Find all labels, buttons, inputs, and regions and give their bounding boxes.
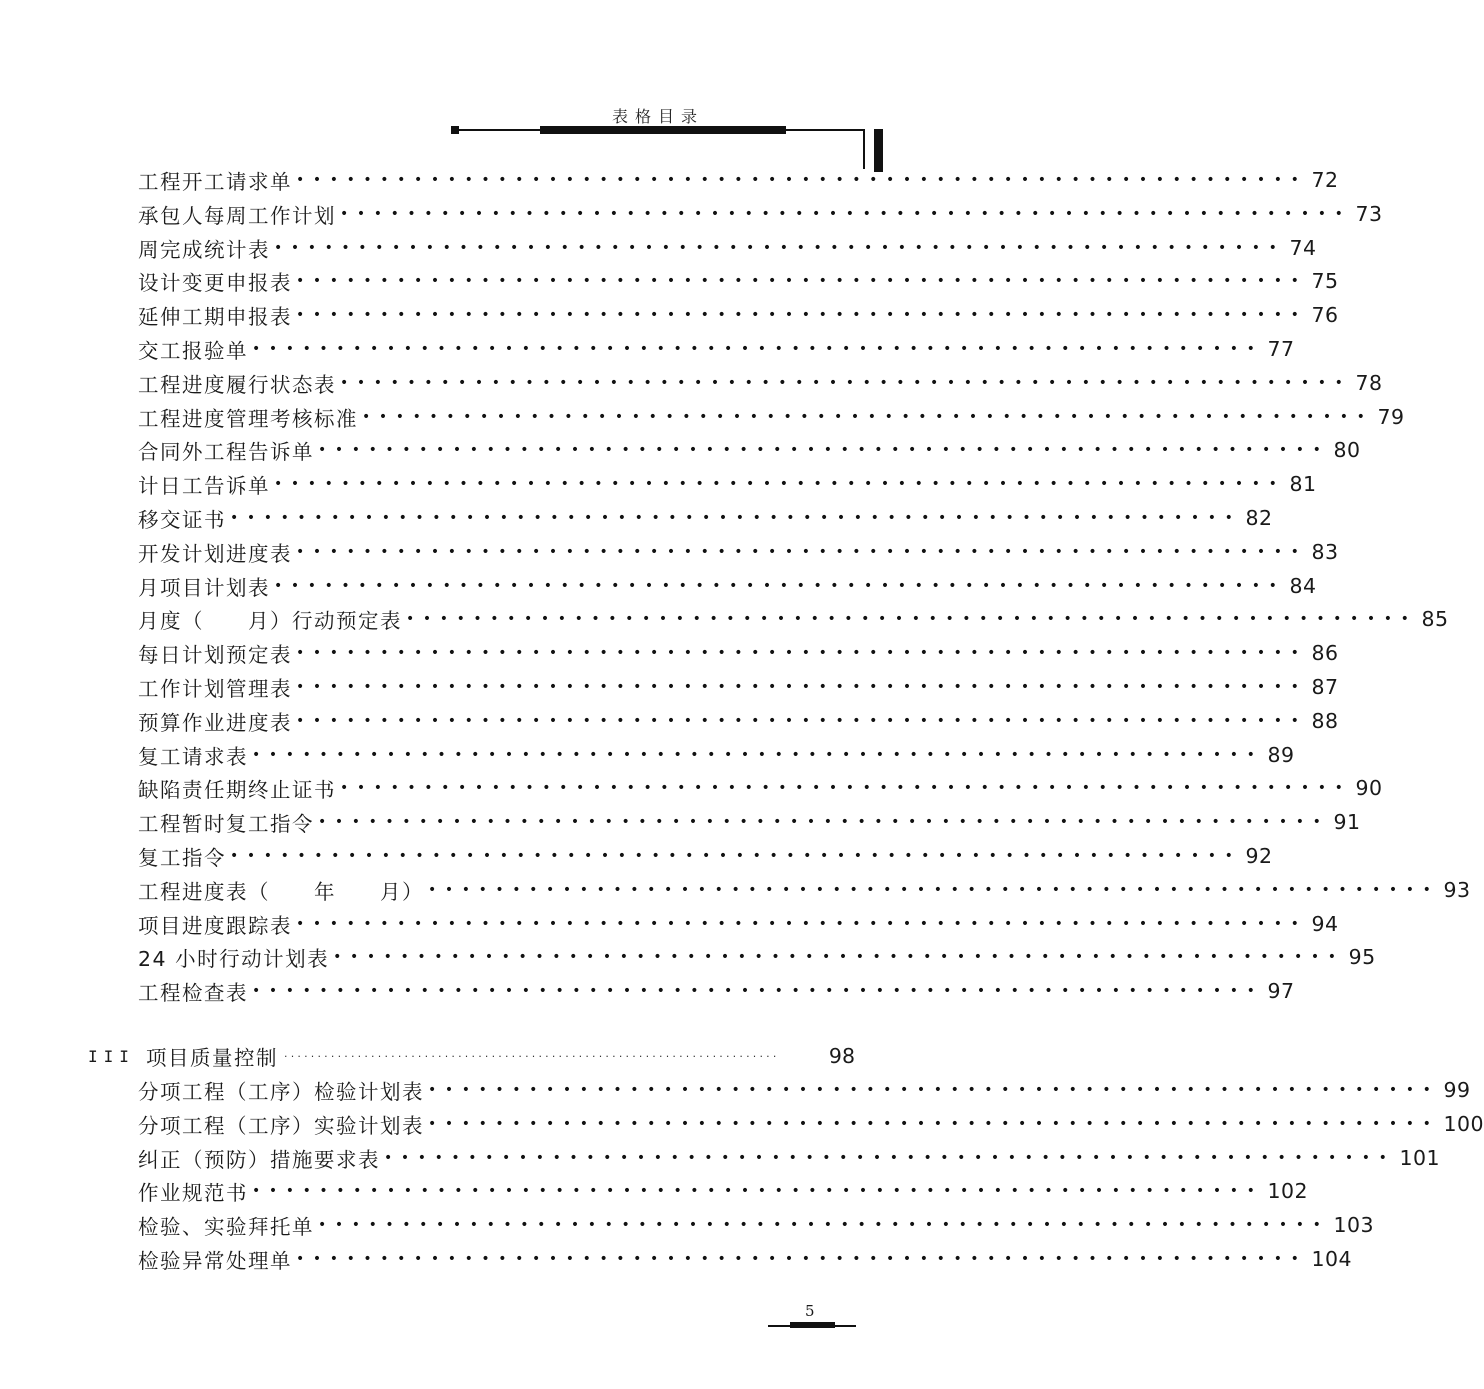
- dot-leader: ••••••••••••••••••••••••••••••••••••••••••••••••••••••••••••: [384, 1149, 1396, 1166]
- header-rule-end-mark: [451, 126, 459, 134]
- dot-leader: ••••••••••••••••••••••••••••••••••••••••••••••••••••••••••••: [406, 611, 1418, 628]
- toc-entry-page: 87: [1311, 675, 1339, 699]
- dot-leader: ••••••••••••••••••••••••••••••••••••••••••••••••••••••••••••: [428, 1115, 1440, 1132]
- toc-entry-title: 月项目计划表: [138, 575, 270, 600]
- toc-entry-title: 预算作业进度表: [138, 710, 292, 735]
- toc-entry[interactable]: [138, 740, 1295, 770]
- toc-entry-title: 24 小时行动计划表: [138, 947, 330, 972]
- toc-entry-title: 延伸工期申报表: [138, 305, 292, 330]
- toc-entry[interactable]: [138, 266, 1339, 296]
- toc-entry[interactable]: [138, 807, 1361, 837]
- toc-entry-title: 计日工告诉单: [138, 474, 270, 499]
- toc-entry-page: 93: [1443, 877, 1471, 902]
- footer-rule-thick: [790, 1322, 835, 1328]
- toc-entry[interactable]: [138, 571, 1317, 601]
- dot-leader: ••••••••••••••••••••••••••••••••••••••••••••••••••••••••••••: [333, 949, 1345, 966]
- dot-leader: ••••••••••••••••••••••••••••••••••••••••••••••••••••••••••••: [296, 543, 1308, 560]
- toc-entry-page: 97: [1267, 979, 1295, 1004]
- toc-entry[interactable]: [138, 1244, 1353, 1274]
- dot-leader: ••••••••••••••••••••••••••••••••••••••••••••••••••••••••••••: [296, 307, 1308, 324]
- toc-entry-title: 工程暂时复工指令: [138, 812, 314, 837]
- dot-leader: ••••••••••••••••••••••••••••••••••••••••••••••••••••••••••••: [230, 848, 1242, 864]
- dot-leader: ••••••••••••••••••••••••••••••••••••••••••••••••••••••••••••: [296, 679, 1308, 695]
- toc-entry-title: 月度（ 月）行动预定表: [138, 609, 402, 634]
- dot-leader: ••••••••••••••••••••••••••••••••••••••••••••••••••••••••••••: [274, 476, 1286, 493]
- toc-entry-page: 103: [1333, 1213, 1375, 1238]
- toc-entry-page: 85: [1421, 607, 1449, 632]
- toc-entry-title: 工程进度履行状态表: [138, 372, 336, 397]
- dot-leader: ••••••••••••••••••••••••••••••••••••••••••••••••••••••••••••: [428, 1082, 1440, 1098]
- toc-entry-title: 工程开工请求单: [138, 170, 292, 194]
- section-heading[interactable]: [88, 1041, 855, 1071]
- toc-entry-title: 复工指令: [138, 846, 226, 870]
- toc-entry-title: 缺陷责任期终止证书: [138, 778, 336, 803]
- toc-entry-page: 80: [1333, 438, 1361, 463]
- toc-entry-page: 102: [1267, 1179, 1309, 1204]
- toc-entry[interactable]: [138, 368, 1383, 398]
- dot-leader: ••••••••••••••••••••••••••••••••••••••••••••••••••••••••••••: [252, 341, 1264, 357]
- dot-leader: ••••••••••••••••••••••••••••••••••••••••••••••••••••••••••••: [252, 1183, 1264, 1200]
- toc-entry[interactable]: [138, 976, 1295, 1006]
- toc-entry-page: 94: [1311, 911, 1339, 936]
- toc-entry[interactable]: [138, 1075, 1471, 1105]
- toc-entry-page: 92: [1245, 844, 1273, 868]
- toc-entry-title: 作业规范书: [138, 1181, 248, 1206]
- toc-entry-page: 89: [1267, 742, 1295, 767]
- toc-entry[interactable]: [138, 300, 1339, 330]
- dot-leader: ••••••••••••••••••••••••••••••••••••••••••••••••••••••••••••: [296, 273, 1308, 290]
- header-rule-thick: [540, 126, 786, 134]
- dot-leader: ••••••••••••••••••••••••••••••••••••••••••••••••••••••••••••: [362, 408, 1374, 425]
- toc-entry-page: 104: [1311, 1247, 1353, 1271]
- toc-entry-page: 83: [1311, 539, 1339, 564]
- toc-entry-page: 78: [1355, 370, 1383, 395]
- toc-entry-page: 95: [1348, 945, 1376, 970]
- toc-entry-page: 84: [1289, 573, 1317, 598]
- toc-entry-page: 100: [1443, 1111, 1484, 1136]
- toc-entry[interactable]: [138, 1109, 1484, 1139]
- toc-entry[interactable]: [138, 537, 1339, 567]
- toc-entry[interactable]: [138, 672, 1339, 702]
- toc-entry-title: 检验异常处理单: [138, 1249, 292, 1273]
- dot-leader: ••••••••••••••••••••••••••••••••••••••••••••••••••••••••••••: [274, 577, 1286, 594]
- toc-entry[interactable]: [138, 1210, 1375, 1240]
- toc-entry-title: 复工请求表: [138, 744, 248, 769]
- toc-entry[interactable]: [138, 841, 1273, 871]
- toc-entry-page: 73: [1355, 201, 1383, 226]
- toc-entry-title: 设计变更申报表: [138, 271, 292, 296]
- toc-entry[interactable]: [138, 199, 1383, 229]
- toc-entry-page: 77: [1267, 337, 1295, 361]
- toc-entry[interactable]: [138, 402, 1405, 432]
- toc-entry[interactable]: [138, 604, 1449, 634]
- toc-entry-page: 101: [1399, 1145, 1441, 1170]
- dot-leader: ··········································································: [284, 1049, 780, 1063]
- toc-entry[interactable]: [138, 706, 1339, 736]
- dot-leader: ••••••••••••••••••••••••••••••••••••••••••••••••••••••••••••: [340, 374, 1352, 391]
- toc-entry-title: 检验、实验拜托单: [138, 1215, 314, 1240]
- header-rule-vertical: [863, 129, 865, 169]
- page-number: 5: [805, 1302, 815, 1320]
- toc-entry[interactable]: [138, 469, 1317, 499]
- toc-entry-title: 开发计划进度表: [138, 541, 292, 566]
- toc-entry-title: 分项工程（工序）实验计划表: [138, 1113, 424, 1138]
- toc-entry-title: 纠正（预防）措施要求表: [138, 1147, 380, 1172]
- toc-entry-page: 75: [1311, 269, 1339, 294]
- toc-entry[interactable]: [138, 942, 1376, 972]
- dot-leader: ••••••••••••••••••••••••••••••••••••••••••••••••••••••••••••: [428, 881, 1440, 898]
- toc-entry-page: 79: [1377, 404, 1405, 429]
- dot-leader: ••••••••••••••••••••••••••••••••••••••••••••••••••••••••••••: [274, 239, 1286, 256]
- toc-entry-title: 承包人每周工作计划: [138, 203, 336, 228]
- header-thumb-tab: [874, 129, 883, 172]
- toc-entry[interactable]: [138, 638, 1339, 668]
- toc-entry-title: 工程检查表: [138, 981, 248, 1006]
- toc-entry-page: 81: [1289, 472, 1317, 497]
- toc-entry[interactable]: [138, 334, 1295, 364]
- toc-entry[interactable]: [138, 503, 1273, 533]
- toc-entry-title: 工作计划管理表: [138, 677, 292, 701]
- toc-entry-page: 99: [1443, 1078, 1471, 1102]
- toc-entry-title: 交工报验单: [138, 339, 248, 363]
- toc-entry-page: 82: [1245, 506, 1273, 530]
- dot-leader: ••••••••••••••••••••••••••••••••••••••••••••••••••••••••••••: [340, 780, 1352, 797]
- toc-entry-page: 90: [1355, 776, 1383, 801]
- dot-leader: ••••••••••••••••••••••••••••••••••••••••••••••••••••••••••••: [296, 172, 1308, 188]
- toc-entry-title: 工程进度表（ 年 月）: [138, 879, 424, 904]
- toc-entry[interactable]: [138, 909, 1339, 939]
- dot-leader: ••••••••••••••••••••••••••••••••••••••••••••••••••••••••••••: [296, 915, 1308, 932]
- toc-entry[interactable]: [138, 773, 1383, 803]
- toc-entry-page: 91: [1333, 810, 1361, 835]
- toc-entry-page: 74: [1289, 235, 1317, 260]
- dot-leader: ••••••••••••••••••••••••••••••••••••••••••••••••••••••••••••: [318, 814, 1330, 831]
- dot-leader: ••••••••••••••••••••••••••••••••••••••••••••••••••••••••••••: [296, 1251, 1308, 1267]
- dot-leader: ••••••••••••••••••••••••••••••••••••••••••••••••••••••••••••: [296, 712, 1308, 729]
- toc-entry[interactable]: [138, 1143, 1441, 1173]
- section-page: 98: [828, 1044, 855, 1068]
- dot-leader: ••••••••••••••••••••••••••••••••••••••••••••••••••••••••••••: [252, 746, 1264, 763]
- toc-entry[interactable]: [138, 1176, 1309, 1206]
- toc-entry-title: 项目进度跟踪表: [138, 913, 292, 938]
- dot-leader: ••••••••••••••••••••••••••••••••••••••••••••••••••••••••••••: [318, 442, 1330, 459]
- dot-leader: ••••••••••••••••••••••••••••••••••••••••••••••••••••••••••••: [296, 645, 1308, 662]
- section-number: III: [88, 1046, 135, 1066]
- toc-entry-title: 分项工程（工序）检验计划表: [138, 1080, 424, 1104]
- toc-entry-page: 72: [1311, 168, 1339, 192]
- dot-leader: ••••••••••••••••••••••••••••••••••••••••••••••••••••••••••••: [230, 510, 1242, 526]
- dot-leader: ••••••••••••••••••••••••••••••••••••••••••••••••••••••••••••: [340, 205, 1352, 222]
- section-title: 项目质量控制: [146, 1046, 278, 1070]
- running-header-title: 表格目录: [612, 107, 705, 126]
- toc-entry-page: 86: [1311, 641, 1339, 666]
- dot-leader: ••••••••••••••••••••••••••••••••••••••••••••••••••••••••••••: [252, 983, 1264, 1000]
- toc-entry[interactable]: [138, 165, 1339, 195]
- toc-entry-title: 工程进度管理考核标准: [138, 406, 358, 431]
- toc-entry-page: 88: [1311, 708, 1339, 733]
- toc-entry-title: 每日计划预定表: [138, 643, 292, 668]
- toc-entry[interactable]: [138, 435, 1361, 465]
- toc-entry[interactable]: [138, 233, 1317, 263]
- toc-entry-title: 合同外工程告诉单: [138, 440, 314, 465]
- dot-leader: ••••••••••••••••••••••••••••••••••••••••••••••••••••••••••••: [318, 1217, 1330, 1234]
- toc-entry-title: 移交证书: [138, 508, 226, 532]
- toc-entry-page: 76: [1311, 303, 1339, 328]
- toc-entry-title: 周完成统计表: [138, 237, 270, 262]
- toc-entry[interactable]: [138, 875, 1471, 905]
